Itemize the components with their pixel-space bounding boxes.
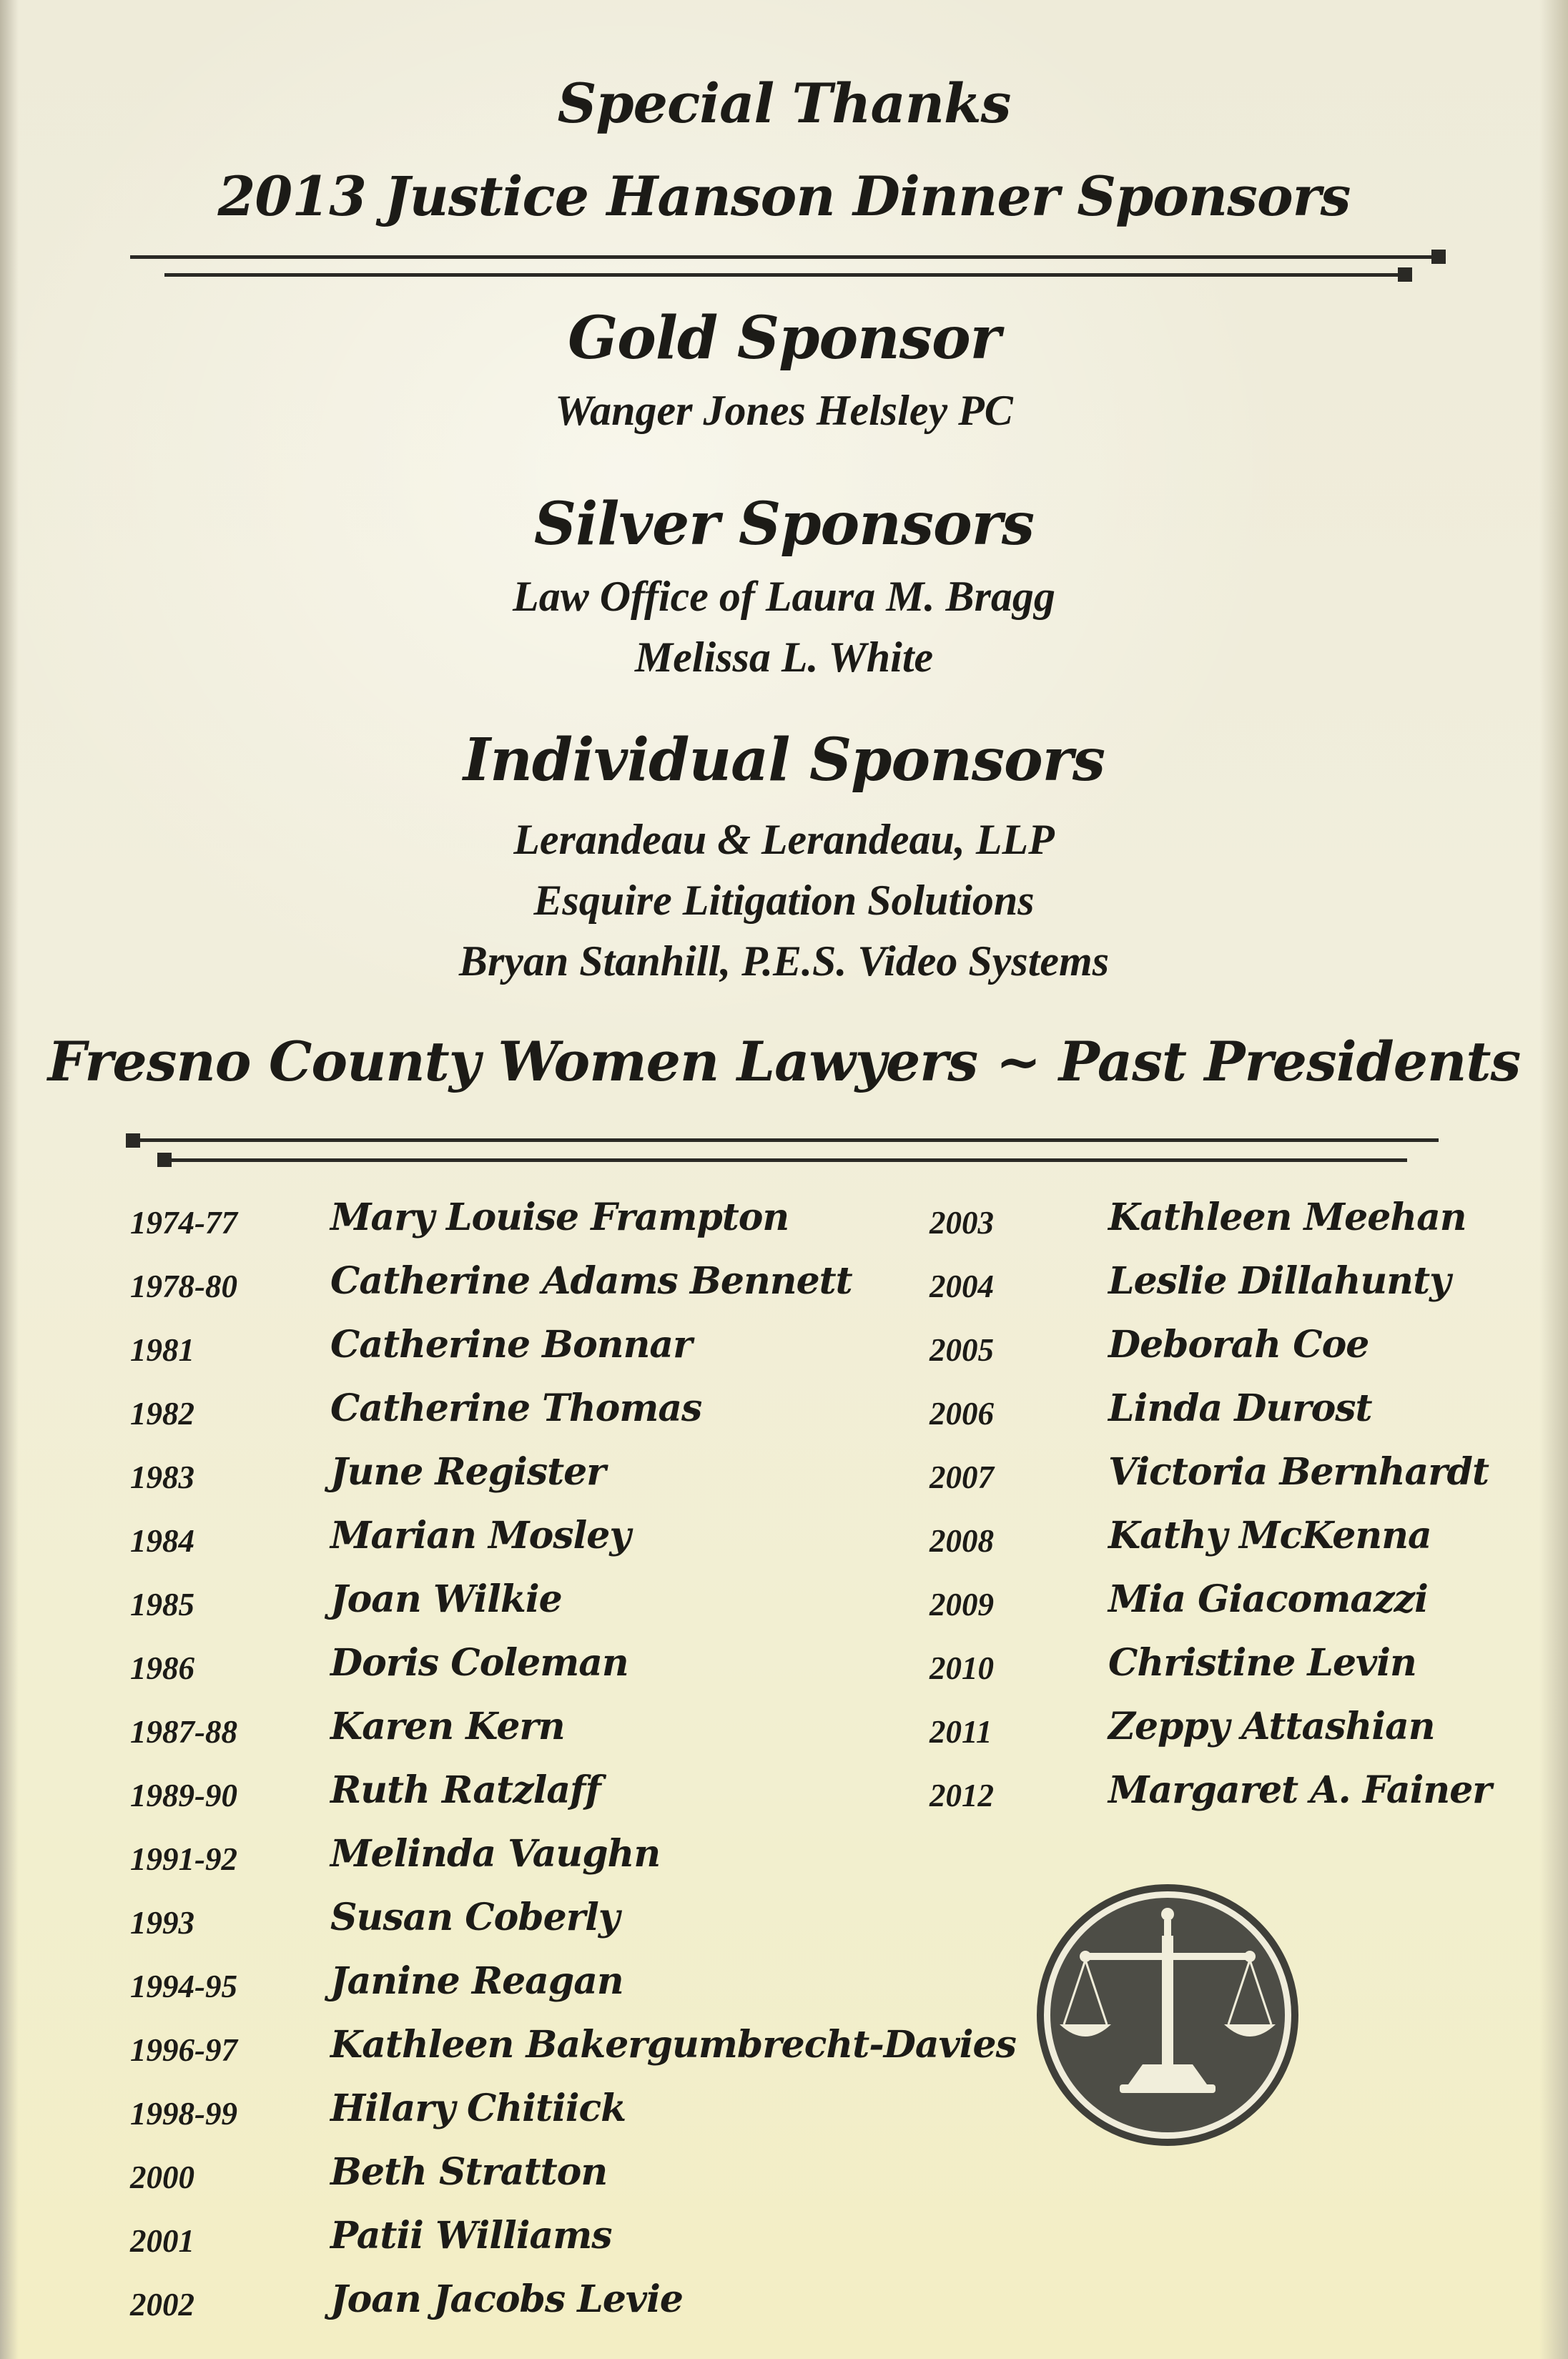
president-name: Beth Stratton (330, 2150, 608, 2194)
president-name: Patii Williams (330, 2214, 612, 2257)
term-years: 1987-88 (130, 1714, 237, 1750)
term-years: 2011 (930, 1714, 992, 1750)
president-name: Catherine Bonnar (330, 1323, 692, 1366)
term-years: 1985 (130, 1587, 194, 1622)
silver-sponsor-name: Melissa L. White (634, 634, 934, 681)
president-name: Kathleen Meehan (1108, 1196, 1466, 1239)
president-name: Linda Durost (1108, 1387, 1372, 1430)
gold-sponsor-name: Wanger Jones Helsley PC (555, 387, 1013, 434)
president-name: Zeppy Attashian (1108, 1705, 1435, 1748)
president-name: Marian Mosley (330, 1514, 631, 1557)
president-name: Joan Wilkie (330, 1577, 562, 1621)
term-years: 1996-97 (130, 2032, 237, 2068)
president-name: Kathy McKenna (1108, 1514, 1431, 1557)
president-name: Christine Levin (1108, 1641, 1416, 1685)
president-name: Joan Jacobs Levie (330, 2277, 683, 2321)
president-name: June Register (330, 1450, 606, 1494)
scales-of-justice-seal-icon (1035, 1883, 1300, 2147)
president-name: Doris Coleman (330, 1641, 628, 1685)
term-years: 2001 (130, 2223, 194, 2259)
term-years: 1984 (130, 1523, 194, 1559)
term-years: 2004 (930, 1269, 994, 1304)
individual-sponsor-name: Bryan Stanhill, P.E.S. Video Systems (458, 937, 1110, 985)
president-name: Catherine Adams Bennett (330, 1259, 852, 1303)
term-years: 2002 (130, 2287, 194, 2323)
term-years: 1981 (130, 1332, 194, 1368)
president-name: Deborah Coe (1108, 1323, 1369, 1366)
individual-sponsors-heading: Individual Sponsors (463, 726, 1105, 794)
term-years: 1974-77 (130, 1205, 237, 1241)
individual-sponsor-name: Lerandeau & Lerandeau, LLP (513, 816, 1055, 863)
term-years: 2010 (930, 1650, 994, 1686)
term-years: 2012 (930, 1778, 994, 1813)
president-name: Victoria Bernhardt (1108, 1450, 1489, 1494)
term-years: 1998-99 (130, 2096, 237, 2132)
term-years: 2006 (930, 1396, 994, 1432)
term-years: 2003 (930, 1205, 994, 1241)
term-years: 1989-90 (130, 1778, 237, 1813)
term-years: 1993 (130, 1905, 194, 1941)
term-years: 2008 (930, 1523, 994, 1559)
president-name: Melinda Vaughn (330, 1832, 661, 1876)
special-thanks-title: Special Thanks (557, 72, 1011, 135)
past-presidents-right-column (930, 1196, 1544, 1839)
term-years: 1994-95 (130, 1969, 237, 2004)
past-presidents-heading: Fresno County Women Lawyers ~ Past Presidents (47, 1030, 1521, 1093)
president-name: Susan Coberly (330, 1896, 620, 1939)
president-name: Mary Louise Frampton (330, 1196, 789, 1239)
term-years: 1991-92 (130, 1841, 237, 1877)
term-years: 1982 (130, 1396, 194, 1432)
individual-sponsor-name: Esquire Litigation Solutions (533, 877, 1035, 924)
term-years: 2009 (930, 1587, 994, 1622)
president-name: Catherine Thomas (330, 1387, 702, 1430)
dinner-sponsors-subtitle: 2013 Justice Hanson Dinner Sponsors (217, 164, 1351, 228)
president-name: Janine Reagan (330, 1959, 623, 2003)
term-years: 2007 (930, 1459, 994, 1495)
president-name: Margaret A. Fainer (1108, 1768, 1491, 1812)
term-years: 1986 (130, 1650, 194, 1686)
term-years: 1983 (130, 1459, 194, 1495)
term-years: 1978-80 (130, 1269, 237, 1304)
president-name: Hilary Chitiick (330, 2087, 626, 2130)
president-name: Mia Giacomazzi (1108, 1577, 1428, 1621)
president-name: Ruth Ratzlaff (330, 1768, 601, 1812)
term-years: 2005 (930, 1332, 994, 1368)
president-name: Kathleen Bakergumbrecht-Davies (330, 2023, 1016, 2067)
silver-sponsors-heading: Silver Sponsors (533, 490, 1035, 558)
silver-sponsor-name: Law Office of Laura M. Bragg (513, 573, 1055, 620)
term-years: 2000 (130, 2159, 194, 2195)
president-name: Leslie Dillahunty (1108, 1259, 1451, 1303)
president-name: Karen Kern (330, 1705, 565, 1748)
gold-sponsor-heading: Gold Sponsor (568, 304, 1000, 373)
